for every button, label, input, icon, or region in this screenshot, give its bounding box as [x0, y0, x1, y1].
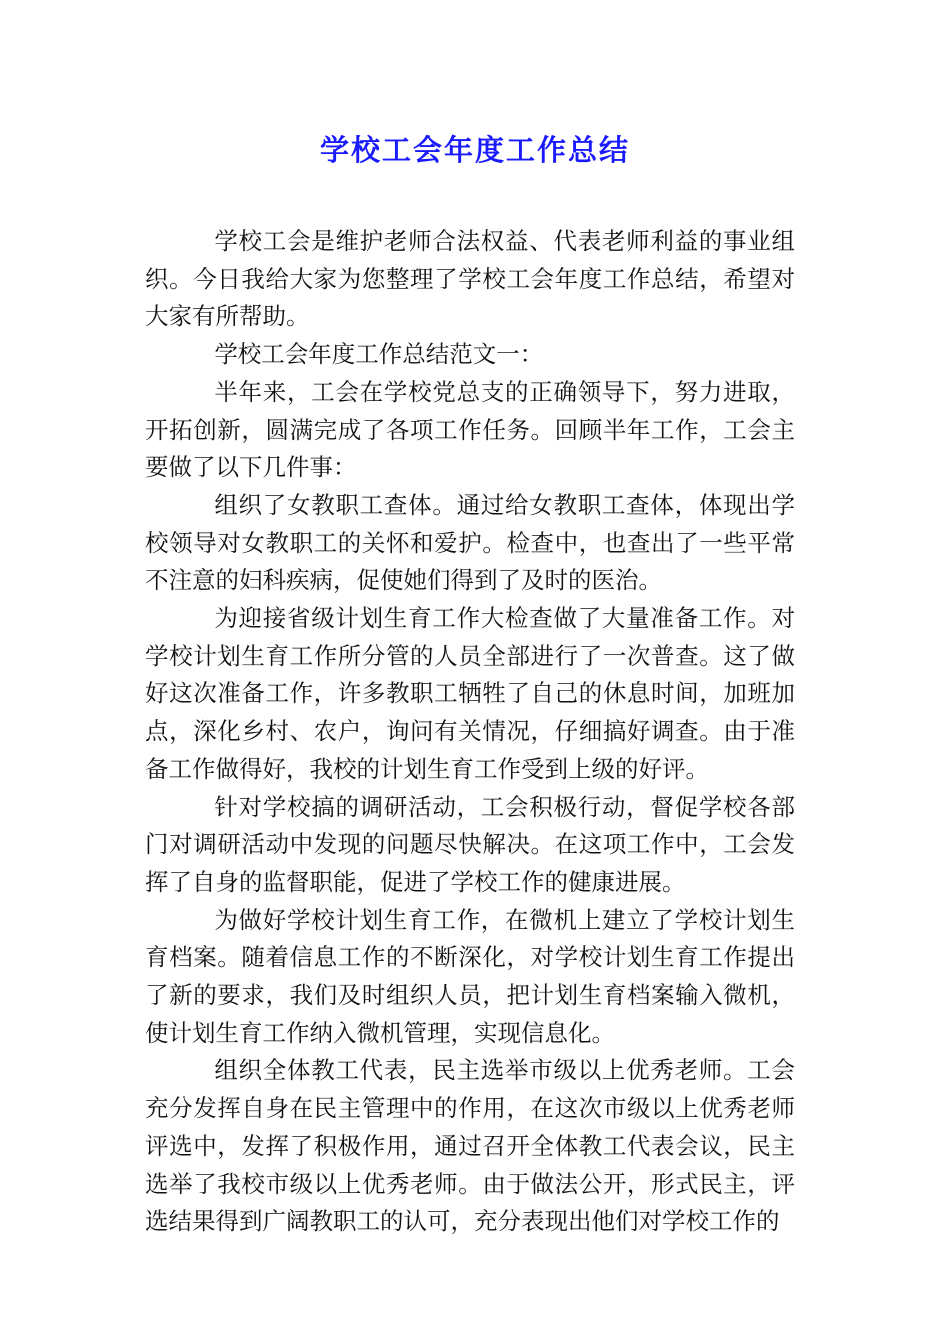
- paragraph-sample-heading: 学校工会年度工作总结范文一：: [214, 340, 544, 369]
- paragraph-intro: 学校工会是维护老师合法权益、代表老师利益的事业组织。今日我给大家为您整理了学校工会年度工作总结，希望对大家有所帮助。: [145, 227, 795, 331]
- paragraph-overview: 半年来，工会在学校党总支的正确领导下，努力进取，开拓创新，圆满完成了各项工作任务。回顾半年工作，工会主要做了以下几件事：: [145, 377, 795, 482]
- paragraph-research-activity: 针对学校搞的调研活动，工会积极行动，督促学校各部门对调研活动中发现的问题尽快解决。在这项工作中，工会发挥了自身的监督职能，促进了学校工作的健康进展。: [145, 792, 795, 896]
- document-title: 学校工会年度工作总结: [319, 133, 630, 167]
- paragraph-health-check: 组织了女教职工查体。通过给女教职工查体，体现出学校领导对女教职工的关怀和爱护。检查中，也查出了一些平常不注意的妇科疾病，促使她们得到了及时的医治。: [145, 490, 795, 595]
- paragraph-family-planning-inspection: 为迎接省级计划生育工作大检查做了大量准备工作。对学校计划生育工作所分管的人员全部进行了一次普查。这了做好这次准备工作，许多教职工牺牲了自己的休息时间，加班加点，深化乡村、农户，询问有关情况，仔细搞好调查。由于准备工作做得好，我校的计划生育工作受到上级的好评。: [145, 604, 795, 783]
- paragraph-computer-archive: 为做好学校计划生育工作，在微机上建立了学校计划生育档案。随着信息工作的不断深化，对学校计划生育工作提出了新的要求，我们及时组织人员，把计划生育档案输入微机，使计划生育工作纳入微机管理，实现信息化。: [145, 905, 795, 1047]
- paragraph-teacher-election: 组织全体教工代表，民主选举市级以上优秀老师。工会充分发挥自身在民主管理中的作用，在这次市级以上优秀老师评选中，发挥了积极作用，通过召开全体教工代表会议，民主选举了我校市级以上优秀老师。由于做法公开，形式民主，评选结果得到广阔教职工的认可，充分表现出他们对学校工作的: [145, 1056, 795, 1236]
- document-body: [145, 223, 795, 1241]
